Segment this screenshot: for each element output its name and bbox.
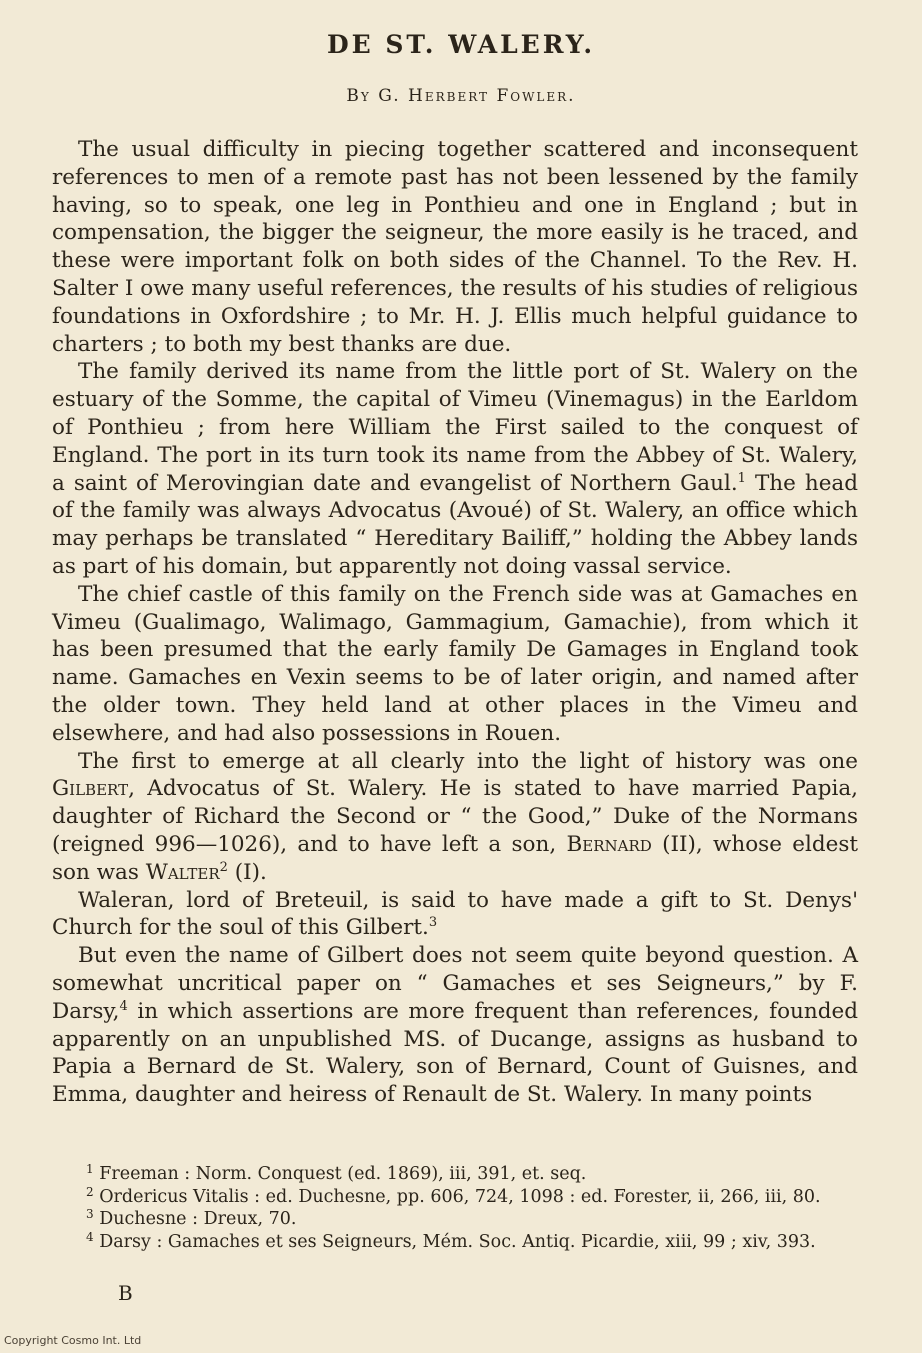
footnote-number: 3: [86, 1207, 94, 1221]
footnote-4: [52, 1231, 858, 1254]
footnotes: [52, 1163, 858, 1253]
paragraph-4: [52, 748, 858, 887]
signature-mark: B: [118, 1281, 133, 1305]
paragraph-3: The chief castle of this family on the French side was at Gamaches en Vimeu (Gualimago, Walimago, Gammagium, Gamachie), from which it has been presumed that the early family De Gamages in England took name. Gamaches en Vexin seems to be of later origin, and named after the older town. They held land at other places in the Vimeu and elsewhere, and had also possessions in Rouen.: [52, 581, 858, 746]
footnote-number: 1: [86, 1162, 94, 1176]
paragraph-2: [52, 358, 858, 580]
footnote-text: Freeman : Norm. Conquest (ed. 1869), iii, 391, et. seq.: [93, 1164, 587, 1184]
paragraph-5: [52, 887, 858, 943]
copyright-notice: Copyright Cosmo Int. Ltd: [4, 1334, 142, 1347]
paragraph-6-text-a: But even the name of Gilbert does not seem quite beyond question. A somewhat uncritical paper on “ Gamaches et ses Seigneurs,” by F. Darsy,: [52, 943, 858, 1024]
byline-prefix: By: [346, 86, 371, 106]
paragraph-4-text-d: (I).: [227, 859, 267, 885]
footnote-text: Darsy : Gamaches et ses Seigneurs, Mém. Soc. Antiq. Picardie, xiii, 99 ; xiv, 393.: [93, 1231, 816, 1252]
footnote-text: Ordericus Vitalis : ed. Duchesne, pp. 606, 724, 1098 : ed. Forester, ii, 266, iii, 80.: [93, 1186, 821, 1207]
paragraph-2-text-a: The family derived its name from the little port of St. Walery on the estuary of the Somme, the capital of Vimeu (Vinemagus) in the Earldom of Ponthieu ; from here William the First sailed to the conquest of England. The port in its turn took its name from the Abbey of St. Walery, a saint of Merovingian date and evangelist of Northern Gaul.: [52, 359, 858, 496]
paragraph-6: [52, 942, 858, 1109]
footnote-ref-4: 4: [119, 998, 128, 1014]
paragraph-5-text-a: Waleran, lord of Breteuil, is said to have made a gift to St. Denys' Church for the soul of this Gilbert.: [52, 887, 858, 941]
page-title: DE ST. WALERY.: [326, 30, 596, 59]
author-byline: [0, 86, 922, 106]
footnote-3: [52, 1208, 858, 1231]
paragraph-4-text-a: The first to emerge at all clearly into the light of history was one: [78, 748, 858, 774]
name-bernard: Bernard: [566, 831, 652, 857]
paragraph-2-text-b: The head of the family was always Advocatus (Avoué) of St. Walery, an office which may perhaps be translated “ Hereditary Bailiff,” holding the Abbey lands as part of his domain, but apparently not doing vassal service.: [52, 470, 859, 579]
footnote-ref-3: 3: [428, 915, 438, 931]
name-gilbert: Gilbert: [52, 776, 129, 802]
paragraph-4-text-c: (II), whose eldest son was: [52, 831, 859, 885]
name-walter: Walter: [145, 859, 220, 885]
footnote-number: 4: [86, 1229, 94, 1244]
byline-author: G. Herbert Fowler.: [378, 86, 576, 106]
paragraph-4-text-b: , Advocatus of St. Walery. He is stated to have married Papia, daughter of Richard the Second or “ the Good,” Duke of the Normans (reigned 996—1026), and to have left a son,: [52, 776, 858, 857]
footnote-2: [52, 1186, 858, 1209]
footnote-ref-2: 2: [219, 859, 228, 875]
footnote-number: 2: [86, 1184, 94, 1199]
footnote-ref-1: 1: [737, 470, 746, 486]
paragraph-6-text-b: in which assertions are more frequent than references, founded apparently on an unpublished MS. of Ducange, assigns as husband to Papia a Bernard de St. Walery, son of Bernard, Count of Guisnes, and Emma, daughter and heiress of Renault de St. Walery. In many points: [52, 998, 858, 1108]
article-body: [52, 136, 858, 1109]
footnote-text: Duchesne : Dreux, 70.: [93, 1209, 297, 1229]
footnote-1: [52, 1163, 858, 1186]
paragraph-1: The usual difficulty in piecing together scattered and inconsequent references to men of a remote past has not been lessened by the family having, so to speak, one leg in Ponthieu and one in England ; but in compensation, the bigger the seigneur, the more easily is he traced, and these were important folk on both sides of the Channel. To the Rev. H. Salter I owe many useful references, the results of his studies of religious foundations in Oxfordshire ; to Mr. H. J. Ellis much helpful guidance to charters ; to both my best thanks are due.: [52, 137, 858, 357]
